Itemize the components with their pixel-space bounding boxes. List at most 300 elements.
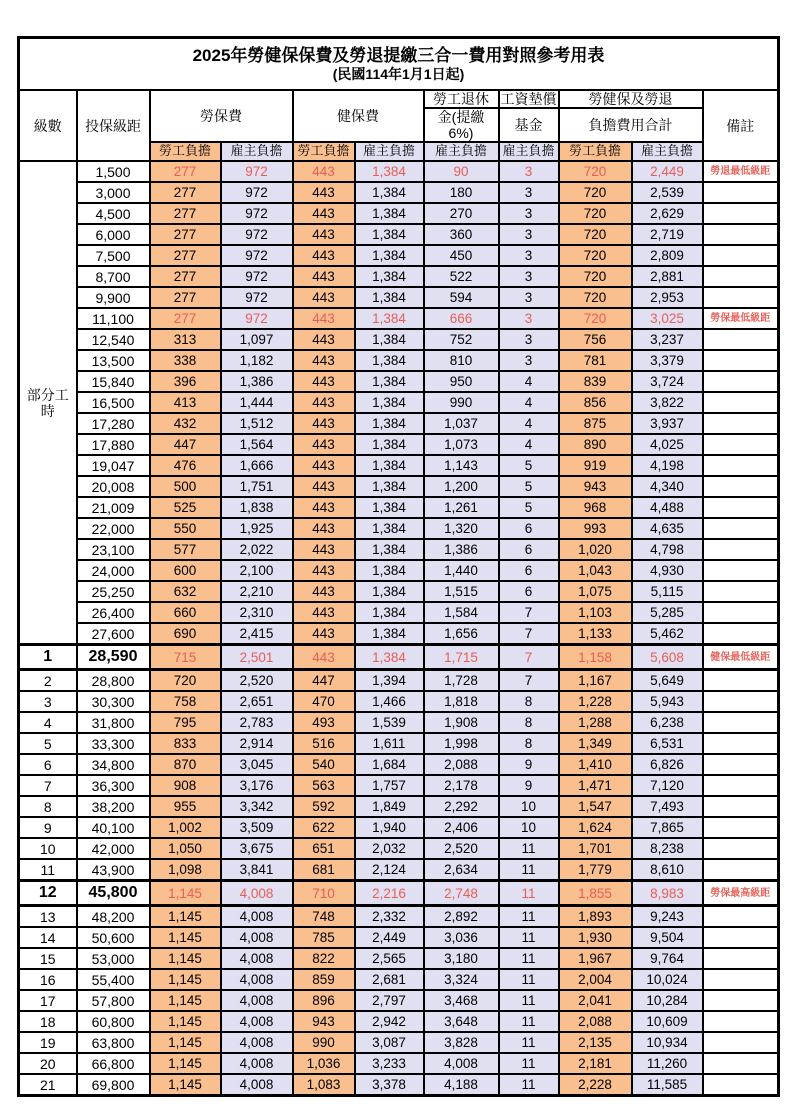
- cell-fund-employer: 8: [499, 733, 559, 754]
- cell-labor-employee: 396: [150, 371, 221, 392]
- cell-labor-employee: 1,145: [150, 990, 221, 1011]
- cell-total-employee: 1,158: [559, 645, 632, 670]
- cell-total-employee: 1,624: [559, 817, 632, 838]
- cell-labor-employee: 632: [150, 581, 221, 602]
- header-wage-fund-line2: 基金: [499, 108, 559, 142]
- cell-remark: [703, 203, 779, 224]
- cell-labor-employer: 2,501: [221, 645, 293, 670]
- cell-health-employer: 1,394: [355, 670, 424, 692]
- cell-pension-employer: 810: [424, 350, 499, 371]
- cell-bracket: 12,540: [77, 329, 150, 350]
- cell-pension-employer: 594: [424, 287, 499, 308]
- cell-bracket: 16,500: [77, 392, 150, 413]
- cell-total-employee: 1,967: [559, 948, 632, 969]
- cell-labor-employee: 277: [150, 266, 221, 287]
- cell-total-employer: 9,243: [632, 906, 703, 928]
- cell-total-employee: 943: [559, 476, 632, 497]
- cell-health-employee: 443: [293, 434, 355, 455]
- cell-remark: [703, 859, 779, 881]
- cell-total-employer: 4,635: [632, 518, 703, 539]
- cell-fund-employer: 7: [499, 623, 559, 645]
- cell-bracket: 4,500: [77, 203, 150, 224]
- table-row: [19, 602, 779, 623]
- cell-total-employee: 1,133: [559, 623, 632, 645]
- cell-remark: [703, 733, 779, 754]
- cell-pension-employer: 3,036: [424, 927, 499, 948]
- cell-bracket: 11,100: [77, 308, 150, 329]
- cell-remark: 勞保最高級距: [703, 881, 779, 906]
- cell-total-employee: 1,020: [559, 539, 632, 560]
- cell-health-employee: 443: [293, 350, 355, 371]
- cell-total-employee: 1,471: [559, 775, 632, 796]
- cell-level: 1: [19, 645, 77, 670]
- cell-health-employee: 622: [293, 817, 355, 838]
- cell-labor-employee: 500: [150, 476, 221, 497]
- cell-pension-employer: 752: [424, 329, 499, 350]
- cell-labor-employee: 1,145: [150, 948, 221, 969]
- cell-bracket: 57,800: [77, 990, 150, 1011]
- cell-health-employee: 443: [293, 497, 355, 518]
- cell-pension-employer: 4,008: [424, 1053, 499, 1074]
- cell-pension-employer: 3,648: [424, 1011, 499, 1032]
- cell-bracket: 20,008: [77, 476, 150, 497]
- cell-labor-employer: 972: [221, 161, 293, 182]
- cell-bracket: 26,400: [77, 602, 150, 623]
- cell-health-employer: 1,384: [355, 455, 424, 476]
- cell-health-employee: 443: [293, 287, 355, 308]
- cell-labor-employer: 4,008: [221, 1011, 293, 1032]
- cell-bracket: 38,200: [77, 796, 150, 817]
- cell-health-employee: 443: [293, 266, 355, 287]
- cell-bracket: 25,250: [77, 581, 150, 602]
- cell-labor-employee: 277: [150, 287, 221, 308]
- cell-health-employer: 3,087: [355, 1032, 424, 1053]
- header-total-line2: 負擔費用合計: [559, 108, 703, 142]
- cell-fund-employer: 11: [499, 990, 559, 1011]
- cell-pension-employer: 2,088: [424, 754, 499, 775]
- cell-fund-employer: 6: [499, 560, 559, 581]
- cell-health-employee: 443: [293, 539, 355, 560]
- cell-pension-employer: 2,892: [424, 906, 499, 928]
- cell-fund-employer: 11: [499, 948, 559, 969]
- cell-health-employer: 1,384: [355, 497, 424, 518]
- cell-bracket: 53,000: [77, 948, 150, 969]
- cell-pension-employer: 1,320: [424, 518, 499, 539]
- cell-health-employer: 3,378: [355, 1074, 424, 1096]
- cell-fund-employer: 10: [499, 817, 559, 838]
- cell-labor-employee: 1,145: [150, 1011, 221, 1032]
- cell-total-employer: 2,629: [632, 203, 703, 224]
- cell-pension-employer: 1,073: [424, 434, 499, 455]
- cell-total-employee: 720: [559, 203, 632, 224]
- header-bracket: 投保級距: [77, 90, 150, 161]
- cell-bracket: 9,900: [77, 287, 150, 308]
- cell-health-employee: 563: [293, 775, 355, 796]
- page-title: 2025年勞健保保費及勞退提繳三合一費用對照參考用表: [192, 46, 605, 66]
- cell-health-employer: 1,384: [355, 308, 424, 329]
- cell-health-employee: 443: [293, 224, 355, 245]
- cell-total-employee: 1,288: [559, 712, 632, 733]
- table-row: [19, 1032, 779, 1053]
- cell-health-employee: 443: [293, 182, 355, 203]
- header-labor-insurance: 勞保費: [150, 90, 293, 142]
- cell-labor-employer: 4,008: [221, 1074, 293, 1096]
- cell-labor-employer: 2,783: [221, 712, 293, 733]
- table-row: [19, 775, 779, 796]
- cell-health-employer: 1,384: [355, 434, 424, 455]
- cell-pension-employer: 1,584: [424, 602, 499, 623]
- cell-labor-employer: 2,520: [221, 670, 293, 692]
- cell-level: 11: [19, 859, 77, 881]
- cell-health-employer: 1,684: [355, 754, 424, 775]
- cell-remark: [703, 623, 779, 645]
- cell-total-employer: 4,930: [632, 560, 703, 581]
- cell-labor-employer: 1,564: [221, 434, 293, 455]
- cell-labor-employee: 795: [150, 712, 221, 733]
- cell-level: 9: [19, 817, 77, 838]
- cell-total-employer: 2,449: [632, 161, 703, 182]
- cell-fund-employer: 9: [499, 775, 559, 796]
- cell-remark: [703, 413, 779, 434]
- cell-health-employee: 443: [293, 645, 355, 670]
- cell-total-employee: 2,088: [559, 1011, 632, 1032]
- cell-bracket: 22,000: [77, 518, 150, 539]
- cell-health-employer: 1,384: [355, 224, 424, 245]
- cell-fund-employer: 3: [499, 224, 559, 245]
- table-row: [19, 691, 779, 712]
- cell-pension-employer: 1,200: [424, 476, 499, 497]
- cell-labor-employer: 4,008: [221, 927, 293, 948]
- table-row: [19, 1074, 779, 1096]
- cell-fund-employer: 4: [499, 434, 559, 455]
- cell-labor-employer: 4,008: [221, 1032, 293, 1053]
- cell-labor-employer: 2,415: [221, 623, 293, 645]
- cell-total-employer: 4,798: [632, 539, 703, 560]
- cell-total-employee: 856: [559, 392, 632, 413]
- cell-bracket: 40,100: [77, 817, 150, 838]
- cell-health-employer: 1,384: [355, 245, 424, 266]
- cell-bracket: 17,280: [77, 413, 150, 434]
- header-labor-employee: 勞工負擔: [150, 142, 221, 161]
- header-pension-employer: 雇主負擔: [424, 142, 499, 161]
- cell-bracket: 48,200: [77, 906, 150, 928]
- cell-health-employer: 1,384: [355, 476, 424, 497]
- cell-health-employee: 710: [293, 881, 355, 906]
- cell-total-employer: 11,260: [632, 1053, 703, 1074]
- cell-pension-employer: 1,386: [424, 539, 499, 560]
- cell-remark: [703, 539, 779, 560]
- cell-bracket: 33,300: [77, 733, 150, 754]
- cell-pension-employer: 3,468: [424, 990, 499, 1011]
- cell-level: 7: [19, 775, 77, 796]
- cell-remark: [703, 518, 779, 539]
- table-row: [19, 539, 779, 560]
- cell-remark: [703, 1032, 779, 1053]
- cell-health-employer: 1,384: [355, 350, 424, 371]
- cell-pension-employer: 3,324: [424, 969, 499, 990]
- cell-labor-employee: 277: [150, 161, 221, 182]
- cell-bracket: 19,047: [77, 455, 150, 476]
- cell-remark: [703, 476, 779, 497]
- cell-pension-employer: 1,440: [424, 560, 499, 581]
- cell-fund-employer: 8: [499, 691, 559, 712]
- cell-fund-employer: 6: [499, 539, 559, 560]
- cell-remark: 勞退最低級距: [703, 161, 779, 182]
- cell-fund-employer: 4: [499, 392, 559, 413]
- cell-health-employer: 1,611: [355, 733, 424, 754]
- cell-health-employer: 1,384: [355, 560, 424, 581]
- cell-labor-employee: 277: [150, 308, 221, 329]
- cell-total-employee: 720: [559, 308, 632, 329]
- cell-pension-employer: 1,656: [424, 623, 499, 645]
- cell-labor-employee: 955: [150, 796, 221, 817]
- cell-labor-employer: 972: [221, 182, 293, 203]
- cell-labor-employer: 972: [221, 245, 293, 266]
- cell-bracket: 42,000: [77, 838, 150, 859]
- cell-labor-employee: 550: [150, 518, 221, 539]
- cell-fund-employer: 6: [499, 581, 559, 602]
- cell-fund-employer: 9: [499, 754, 559, 775]
- cell-fund-employer: 11: [499, 838, 559, 859]
- header-health-employee: 勞工負擔: [293, 142, 355, 161]
- cell-level: 12: [19, 881, 77, 906]
- table-row: [19, 413, 779, 434]
- cell-health-employer: 1,384: [355, 266, 424, 287]
- header-wage-fund-line1: 工資墊償: [500, 91, 557, 107]
- cell-labor-employee: 277: [150, 245, 221, 266]
- cell-remark: [703, 329, 779, 350]
- cell-pension-employer: 450: [424, 245, 499, 266]
- cell-labor-employer: 1,925: [221, 518, 293, 539]
- cell-total-employee: 1,043: [559, 560, 632, 581]
- cell-level: 19: [19, 1032, 77, 1053]
- cell-total-employer: 5,608: [632, 645, 703, 670]
- cell-level: 21: [19, 1074, 77, 1096]
- cell-labor-employee: 600: [150, 560, 221, 581]
- cell-pension-employer: 2,634: [424, 859, 499, 881]
- cell-pension-employer: 1,908: [424, 712, 499, 733]
- cell-remark: [703, 182, 779, 203]
- cell-labor-employer: 1,097: [221, 329, 293, 350]
- cell-total-employer: 10,284: [632, 990, 703, 1011]
- cell-health-employer: 2,681: [355, 969, 424, 990]
- cell-health-employee: 447: [293, 670, 355, 692]
- cell-total-employer: 3,237: [632, 329, 703, 350]
- header-total-line1: 勞健保及勞退: [559, 90, 703, 108]
- cell-health-employer: 3,233: [355, 1053, 424, 1074]
- cell-health-employee: 493: [293, 712, 355, 733]
- cell-labor-employer: 972: [221, 203, 293, 224]
- cell-level: 16: [19, 969, 77, 990]
- cell-bracket: 36,300: [77, 775, 150, 796]
- cell-total-employer: 11,585: [632, 1074, 703, 1096]
- cell-health-employee: 540: [293, 754, 355, 775]
- cell-health-employer: 1,384: [355, 581, 424, 602]
- cell-labor-employer: 1,751: [221, 476, 293, 497]
- cell-total-employee: 1,779: [559, 859, 632, 881]
- cell-remark: [703, 224, 779, 245]
- cell-fund-employer: 3: [499, 161, 559, 182]
- header-labor-employer: 雇主負擔: [221, 142, 293, 161]
- table-row: [19, 623, 779, 645]
- cell-bracket: 34,800: [77, 754, 150, 775]
- cell-labor-employee: 1,145: [150, 969, 221, 990]
- cell-total-employee: 1,103: [559, 602, 632, 623]
- cell-health-employer: 2,797: [355, 990, 424, 1011]
- header-pension-line2: 金(提繳6%): [424, 108, 499, 142]
- cell-labor-employer: 2,310: [221, 602, 293, 623]
- cell-labor-employer: 972: [221, 308, 293, 329]
- cell-fund-employer: 5: [499, 476, 559, 497]
- cell-level: 8: [19, 796, 77, 817]
- table-row: [19, 287, 779, 308]
- cell-health-employer: 1,384: [355, 645, 424, 670]
- cell-remark: 勞保最低級距: [703, 308, 779, 329]
- cell-fund-employer: 3: [499, 308, 559, 329]
- cell-labor-employer: 4,008: [221, 948, 293, 969]
- cell-fund-employer: 11: [499, 881, 559, 906]
- cell-total-employee: 720: [559, 161, 632, 182]
- cell-total-employer: 2,881: [632, 266, 703, 287]
- cell-fund-employer: 4: [499, 413, 559, 434]
- cell-labor-employer: 2,914: [221, 733, 293, 754]
- cell-health-employer: 2,449: [355, 927, 424, 948]
- cell-pension-employer: 180: [424, 182, 499, 203]
- cell-level: 5: [19, 733, 77, 754]
- cell-remark: [703, 670, 779, 692]
- cell-fund-employer: 7: [499, 602, 559, 623]
- cell-total-employee: 968: [559, 497, 632, 518]
- cell-labor-employer: 2,651: [221, 691, 293, 712]
- cell-total-employee: 1,855: [559, 881, 632, 906]
- cell-labor-employee: 338: [150, 350, 221, 371]
- cell-total-employer: 2,539: [632, 182, 703, 203]
- cell-health-employee: 443: [293, 560, 355, 581]
- cell-total-employer: 3,379: [632, 350, 703, 371]
- cell-labor-employee: 715: [150, 645, 221, 670]
- cell-total-employer: 8,238: [632, 838, 703, 859]
- cell-health-employer: 2,216: [355, 881, 424, 906]
- cell-level: 13: [19, 906, 77, 928]
- cell-remark: [703, 350, 779, 371]
- cell-labor-employee: 690: [150, 623, 221, 645]
- cell-health-employee: 443: [293, 602, 355, 623]
- cell-labor-employer: 2,210: [221, 581, 293, 602]
- cell-health-employer: 1,940: [355, 817, 424, 838]
- cell-bracket: 8,700: [77, 266, 150, 287]
- cell-total-employer: 7,493: [632, 796, 703, 817]
- header-pension-line1: 勞工退休: [424, 90, 499, 108]
- cell-fund-employer: 3: [499, 329, 559, 350]
- cell-health-employee: 443: [293, 413, 355, 434]
- cell-bracket: 31,800: [77, 712, 150, 733]
- table-row: [19, 476, 779, 497]
- table-row: [19, 754, 779, 775]
- cell-labor-employee: 1,145: [150, 1032, 221, 1053]
- cell-fund-employer: 3: [499, 287, 559, 308]
- cell-pension-employer: 1,715: [424, 645, 499, 670]
- cell-total-employee: 919: [559, 455, 632, 476]
- cell-health-employer: 1,384: [355, 413, 424, 434]
- cell-health-employer: 2,942: [355, 1011, 424, 1032]
- cell-remark: [703, 754, 779, 775]
- cell-total-employer: 6,531: [632, 733, 703, 754]
- cell-pension-employer: 1,728: [424, 670, 499, 692]
- cell-labor-employer: 4,008: [221, 969, 293, 990]
- cell-remark: [703, 602, 779, 623]
- cell-total-employer: 6,826: [632, 754, 703, 775]
- cell-fund-employer: 10: [499, 796, 559, 817]
- cell-health-employer: 1,384: [355, 371, 424, 392]
- cell-pension-employer: 3,828: [424, 1032, 499, 1053]
- cell-remark: [703, 287, 779, 308]
- cell-level: 18: [19, 1011, 77, 1032]
- cell-pension-employer: 4,188: [424, 1074, 499, 1096]
- cell-health-employer: 1,384: [355, 182, 424, 203]
- cell-total-employee: 875: [559, 413, 632, 434]
- cell-labor-employee: 720: [150, 670, 221, 692]
- cell-health-employee: 748: [293, 906, 355, 928]
- cell-labor-employee: 1,050: [150, 838, 221, 859]
- cell-remark: [703, 245, 779, 266]
- cell-bracket: 7,500: [77, 245, 150, 266]
- cell-bracket: 60,800: [77, 1011, 150, 1032]
- cell-health-employee: 443: [293, 392, 355, 413]
- cell-total-employee: 720: [559, 266, 632, 287]
- cell-health-employee: 943: [293, 1011, 355, 1032]
- cell-bracket: 24,000: [77, 560, 150, 581]
- cell-fund-employer: 4: [499, 371, 559, 392]
- cell-health-employer: 2,565: [355, 948, 424, 969]
- cell-health-employee: 470: [293, 691, 355, 712]
- table-row: [19, 518, 779, 539]
- cell-labor-employer: 3,675: [221, 838, 293, 859]
- cell-health-employee: 516: [293, 733, 355, 754]
- cell-total-employer: 8,983: [632, 881, 703, 906]
- cell-labor-employer: 972: [221, 266, 293, 287]
- cell-total-employee: 720: [559, 287, 632, 308]
- cell-total-employee: 1,930: [559, 927, 632, 948]
- cell-health-employee: 443: [293, 371, 355, 392]
- cell-health-employee: 592: [293, 796, 355, 817]
- cell-labor-employee: 1,145: [150, 927, 221, 948]
- cell-labor-employer: 3,509: [221, 817, 293, 838]
- cell-labor-employer: 4,008: [221, 990, 293, 1011]
- cell-health-employee: 681: [293, 859, 355, 881]
- cell-total-employee: 2,181: [559, 1053, 632, 1074]
- cell-remark: [703, 817, 779, 838]
- cell-remark: [703, 948, 779, 969]
- cell-labor-employee: 277: [150, 203, 221, 224]
- cell-level: 4: [19, 712, 77, 733]
- cell-health-employee: 990: [293, 1032, 355, 1053]
- cell-total-employee: 839: [559, 371, 632, 392]
- cell-labor-employee: 1,098: [150, 859, 221, 881]
- cell-labor-employee: 908: [150, 775, 221, 796]
- cell-pension-employer: 2,178: [424, 775, 499, 796]
- cell-labor-employee: 870: [150, 754, 221, 775]
- header-total-employer: 雇主負擔: [632, 142, 703, 161]
- cell-labor-employer: 1,386: [221, 371, 293, 392]
- cell-health-employer: 1,384: [355, 623, 424, 645]
- cell-pension-employer: 360: [424, 224, 499, 245]
- cell-bracket: 6,000: [77, 224, 150, 245]
- cell-labor-employer: 4,008: [221, 881, 293, 906]
- cell-fund-employer: 3: [499, 203, 559, 224]
- premium-reference-table: [17, 36, 780, 1097]
- cell-total-employer: 2,953: [632, 287, 703, 308]
- cell-labor-employee: 313: [150, 329, 221, 350]
